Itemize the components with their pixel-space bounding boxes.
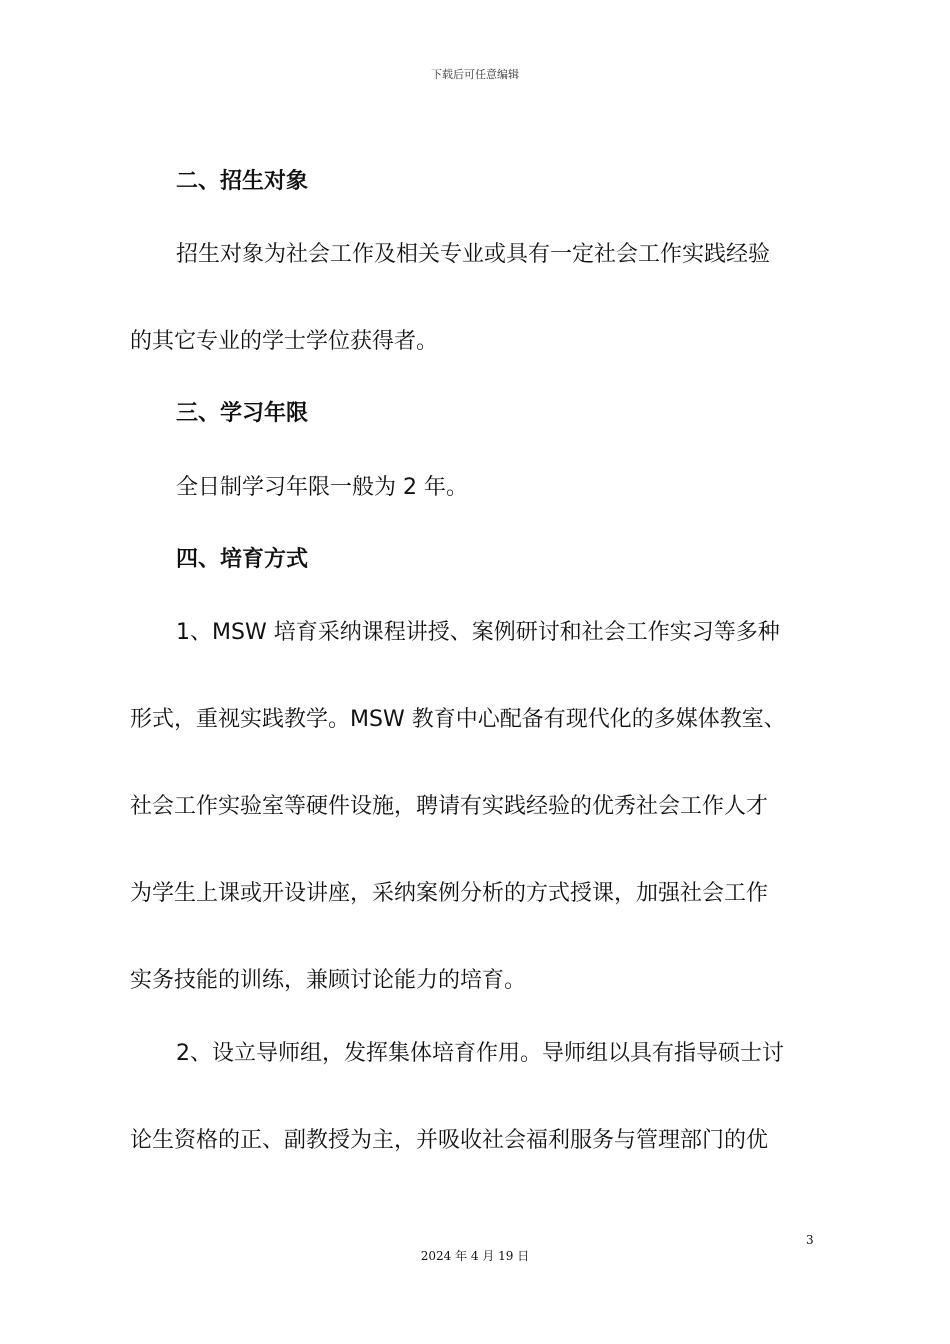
page-footer-date: 2024 年 4 月 19 日 (420, 1249, 530, 1263)
page-number: 3 (806, 1233, 814, 1247)
paragraph-line: 为学生上课或开设讲座，采纳案例分析的方式授课，加强社会工作 (130, 881, 769, 906)
section-title-duration: 三、学习年限 (176, 401, 309, 426)
paragraph-line: 社会工作实验室等硬件设施，聘请有实践经验的优秀社会工作人才 (130, 794, 769, 819)
section-title-enrollment: 二、招生对象 (176, 169, 309, 194)
paragraph-line: 全日制学习年限一般为 2 年。 (176, 475, 468, 500)
paragraph-line: 1、MSW 培育采纳课程讲授、案例研讨和社会工作实习等多种 (176, 620, 780, 645)
paragraph-line: 的其它专业的学士学位获得者。 (130, 329, 439, 354)
paragraph-line: 2、设立导师组，发挥集体培育作用。导师组以具有指导硕士讨 (176, 1041, 784, 1066)
paragraph-line: 论生资格的正、副教授为主，并吸收社会福利服务与管理部门的优 (130, 1128, 769, 1153)
page-header-note: 下载后可任意编辑 (431, 68, 519, 81)
paragraph-line: 招生对象为社会工作及相关专业或具有一定社会工作实践经验 (176, 242, 771, 267)
section-title-training: 四、培育方式 (176, 547, 309, 572)
paragraph-line: 实务技能的训练，兼顾讨论能力的培育。 (130, 968, 527, 993)
paragraph-line: 形式，重视实践教学。MSW 教育中心配备有现代化的多媒体教室、 (130, 707, 786, 732)
